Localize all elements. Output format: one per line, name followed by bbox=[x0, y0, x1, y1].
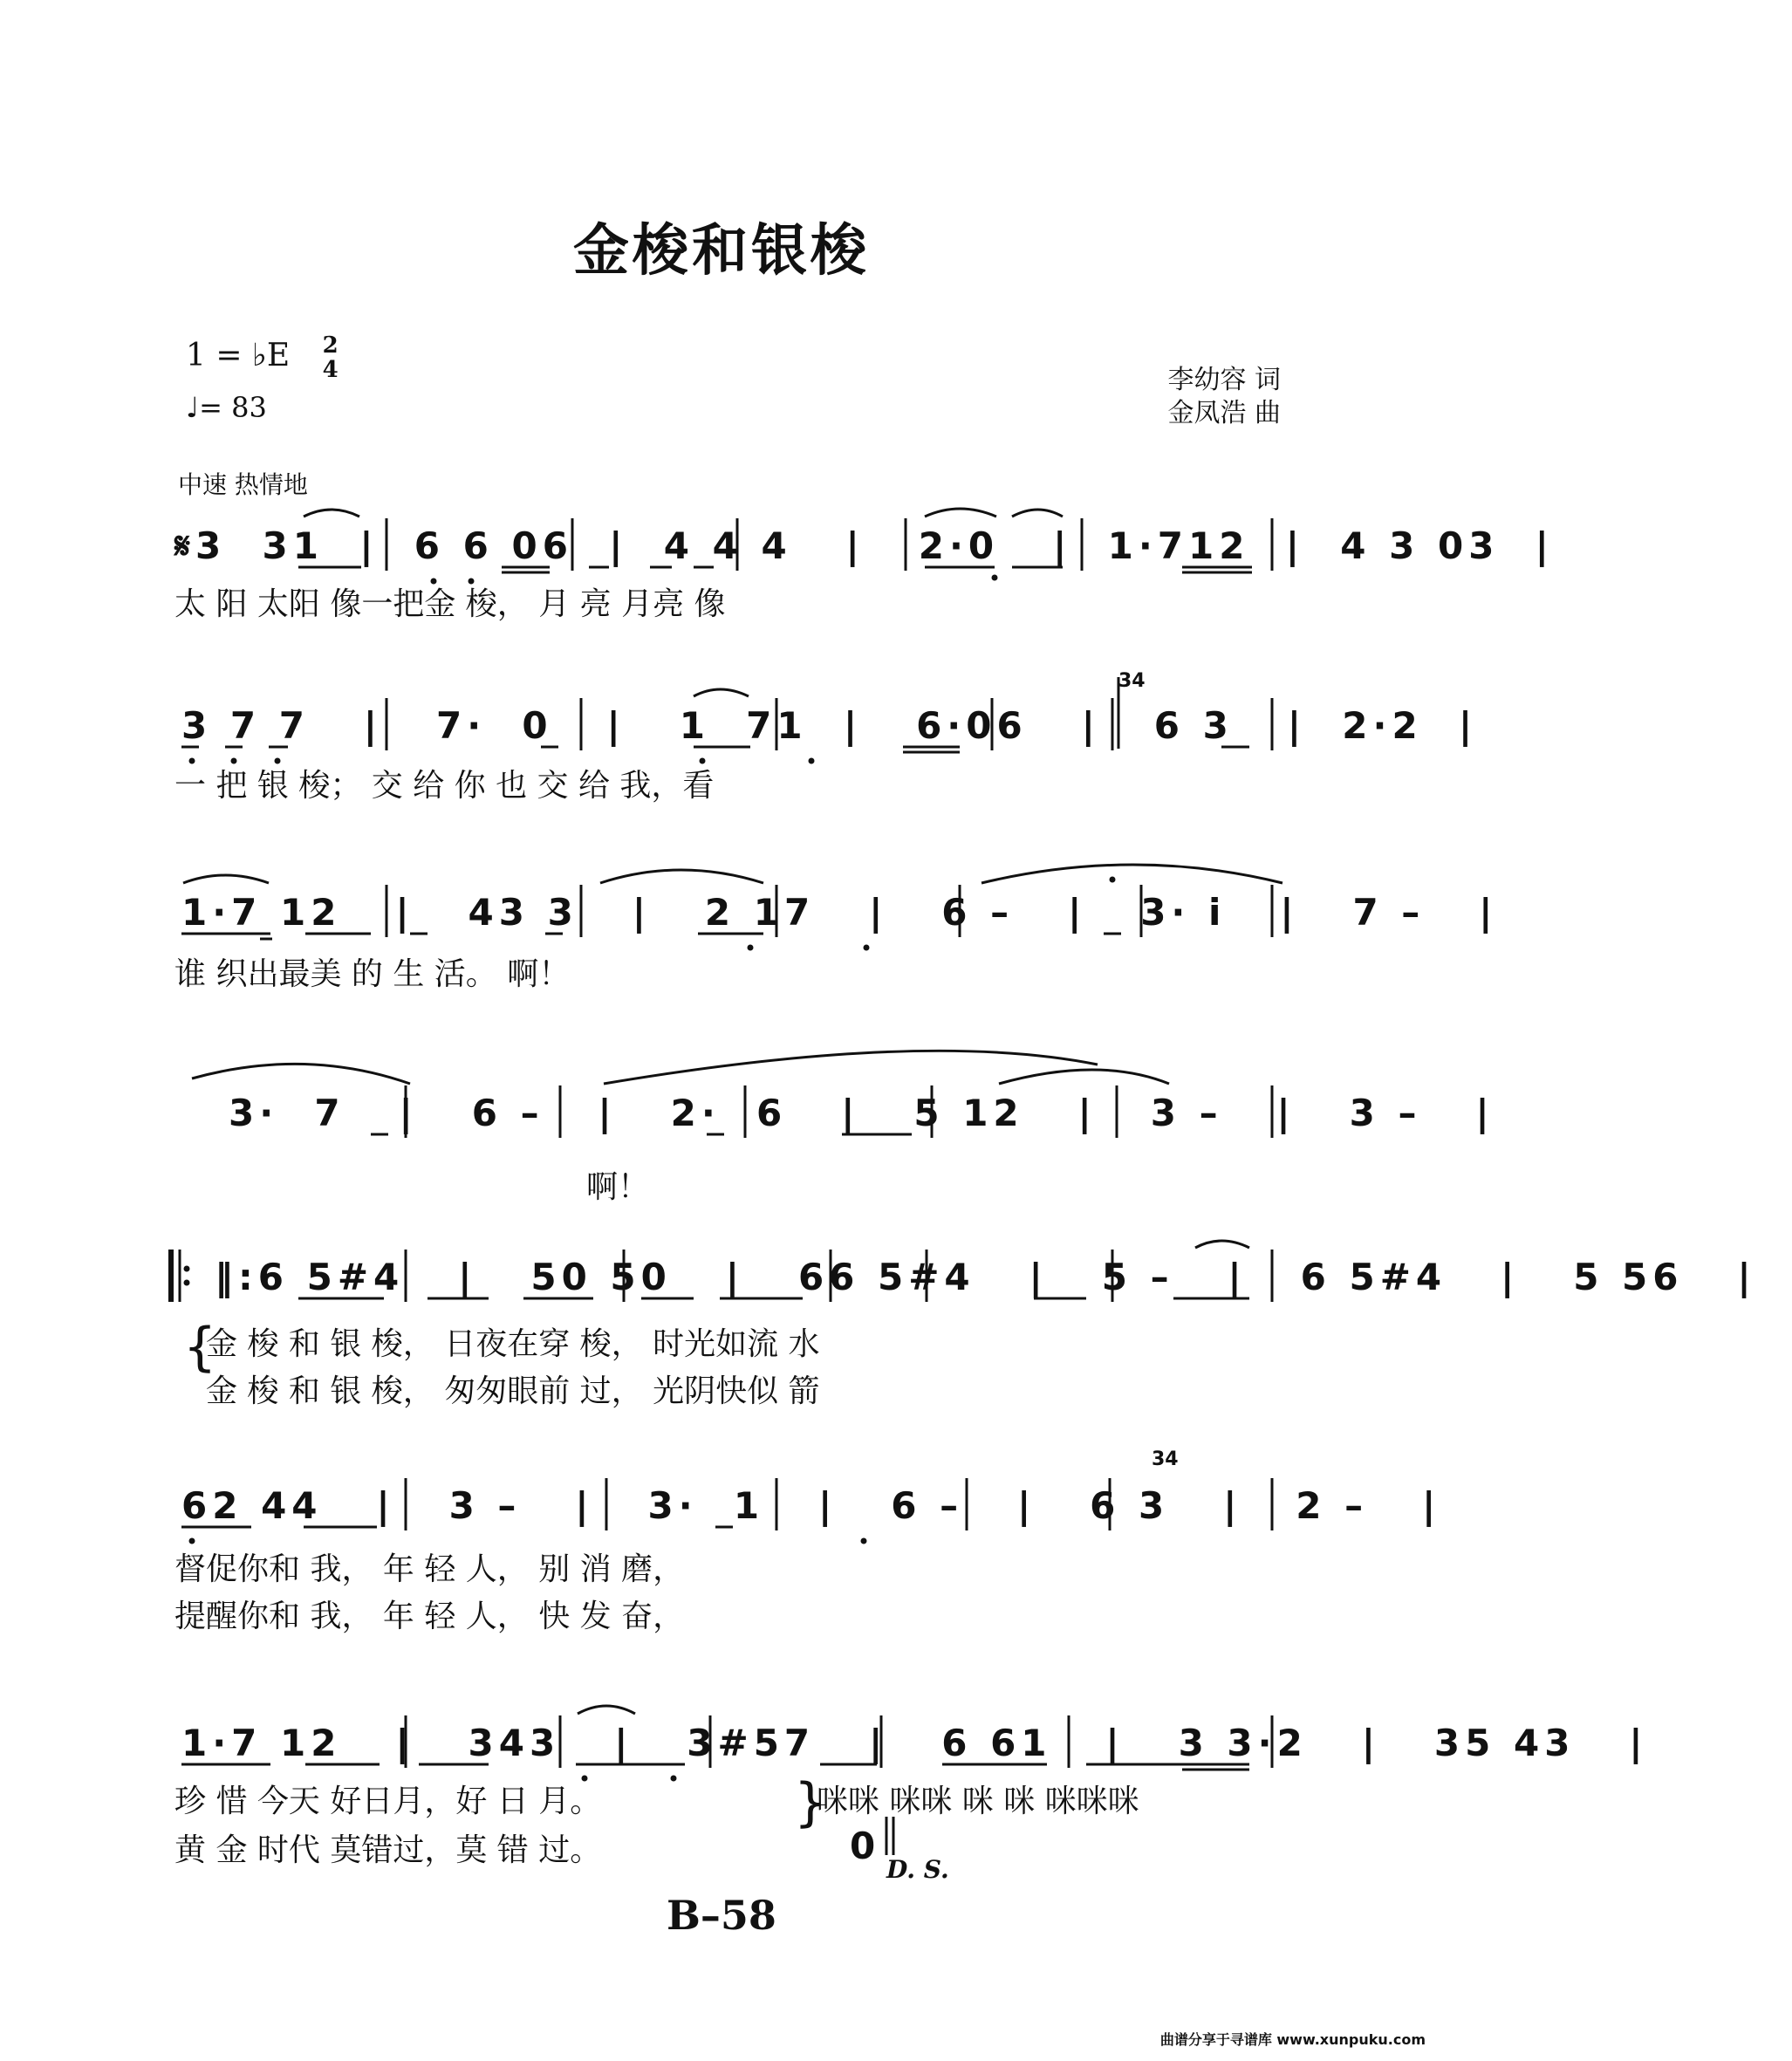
footer-credit: 曲谱分享于寻谱库 www.xunpuku.com bbox=[1159, 2031, 1426, 2048]
time-signature bbox=[323, 333, 339, 382]
key-signature bbox=[186, 333, 339, 382]
notation-row-3 bbox=[174, 881, 1534, 955]
song-title: 金梭和银梭 bbox=[573, 219, 870, 284]
lyricist-credit: 李幼容 词 bbox=[1167, 365, 1281, 395]
notation-row-2 bbox=[174, 670, 1514, 768]
notation-row-6 bbox=[174, 1448, 1477, 1548]
row-1-notes: 𝄋3 31 | 6 6 06 | 4 4 4 | 2·0 | 1·712 | 4 3 03 | bbox=[174, 524, 1590, 567]
key-label: 1 = ♭E bbox=[186, 338, 291, 373]
lyric-line-7a: 珍 惜 今天 好日月，好 日 月。 bbox=[174, 1784, 602, 1819]
verse-brace: { bbox=[183, 1317, 217, 1378]
lyric-line-6b: 提醒你和 我， 年 轻 人， 快 发 奋， bbox=[174, 1599, 685, 1634]
composer-credit: 金凤浩 曲 bbox=[1167, 398, 1281, 428]
ending-brace: } bbox=[794, 1772, 828, 1833]
end-rest: 0 bbox=[850, 1825, 876, 1867]
row-5-notes: ‖:6 5#4 | 50 50 | 66 5#4 | 5 – | 6 5#4 | 5 56 | bbox=[215, 1256, 1792, 1298]
row-3-notes: 1·7 12 | 43 3 | 2 17 | 6 – | 3· i | 7 – | bbox=[181, 891, 1534, 934]
lyric-line-6a: 督促你和 我， 年 轻 人， 别 消 磨， bbox=[174, 1551, 685, 1587]
lyric-line-3: 谁 织出最美 的 生 活。 啊！ bbox=[174, 956, 571, 992]
lyric-line-7b: 黄 金 时代 莫错过，莫 错 过。 bbox=[174, 1832, 602, 1868]
notation-row-7 bbox=[174, 1712, 1684, 1785]
lyric-line-1: 太 阳 太阳 像一把金 梭， 月 亮 月亮 像 bbox=[174, 586, 726, 622]
lyric-line-7c: 咪咪 咪咪 咪 咪 咪咪咪 bbox=[817, 1784, 1139, 1819]
meter-change-1: 34 bbox=[1118, 670, 1146, 692]
meter-change-2: 34 bbox=[1152, 1448, 1179, 1470]
lyric-line-2: 一 把 银 梭； 交 给 你 也 交 给 我，看 bbox=[174, 768, 715, 804]
notation-row-5 bbox=[174, 1246, 1792, 1319]
time-top: 2 bbox=[322, 332, 339, 359]
lyric-line-5b: 金 梭 和 银 梭， 匆匆眼前 过， 光阴快似 箭 bbox=[206, 1373, 820, 1409]
lyric-line-4: 啊！ bbox=[586, 1169, 650, 1205]
lyric-line-5a: 金 梭 和 银 梭， 日夜在穿 梭， 时光如流 水 bbox=[206, 1326, 820, 1362]
row-7-notes: 1·7 12 | 343 | 3#57 | 6 61 | 3 3·2 | 35 43 | bbox=[181, 1722, 1684, 1764]
time-bottom: 4 bbox=[322, 357, 339, 383]
expression-mark: 中速 热情地 bbox=[178, 470, 308, 499]
notation-row-1 bbox=[174, 515, 1590, 588]
notation-row-4 bbox=[174, 1082, 1530, 1155]
final-barline bbox=[883, 1815, 900, 1859]
page-number: B–58 bbox=[667, 1892, 776, 1939]
dal-segno-mark: D. S. bbox=[886, 1855, 949, 1884]
row-6-notes: 62 44 | 3 – | 3· 1 | 6 – | 6 3 | 2 – | bbox=[181, 1484, 1477, 1527]
row-2-notes: 3 7 7 | 7· 0 | 1 71 | 6·06 | 6 3 | 2·2 | bbox=[181, 704, 1514, 747]
row-4-notes: 3· 7 | 6 – | 2· 6 | 5 12 | 3 – | 3 – | bbox=[229, 1092, 1530, 1134]
tempo-mark: ♩= 83 bbox=[186, 391, 267, 424]
